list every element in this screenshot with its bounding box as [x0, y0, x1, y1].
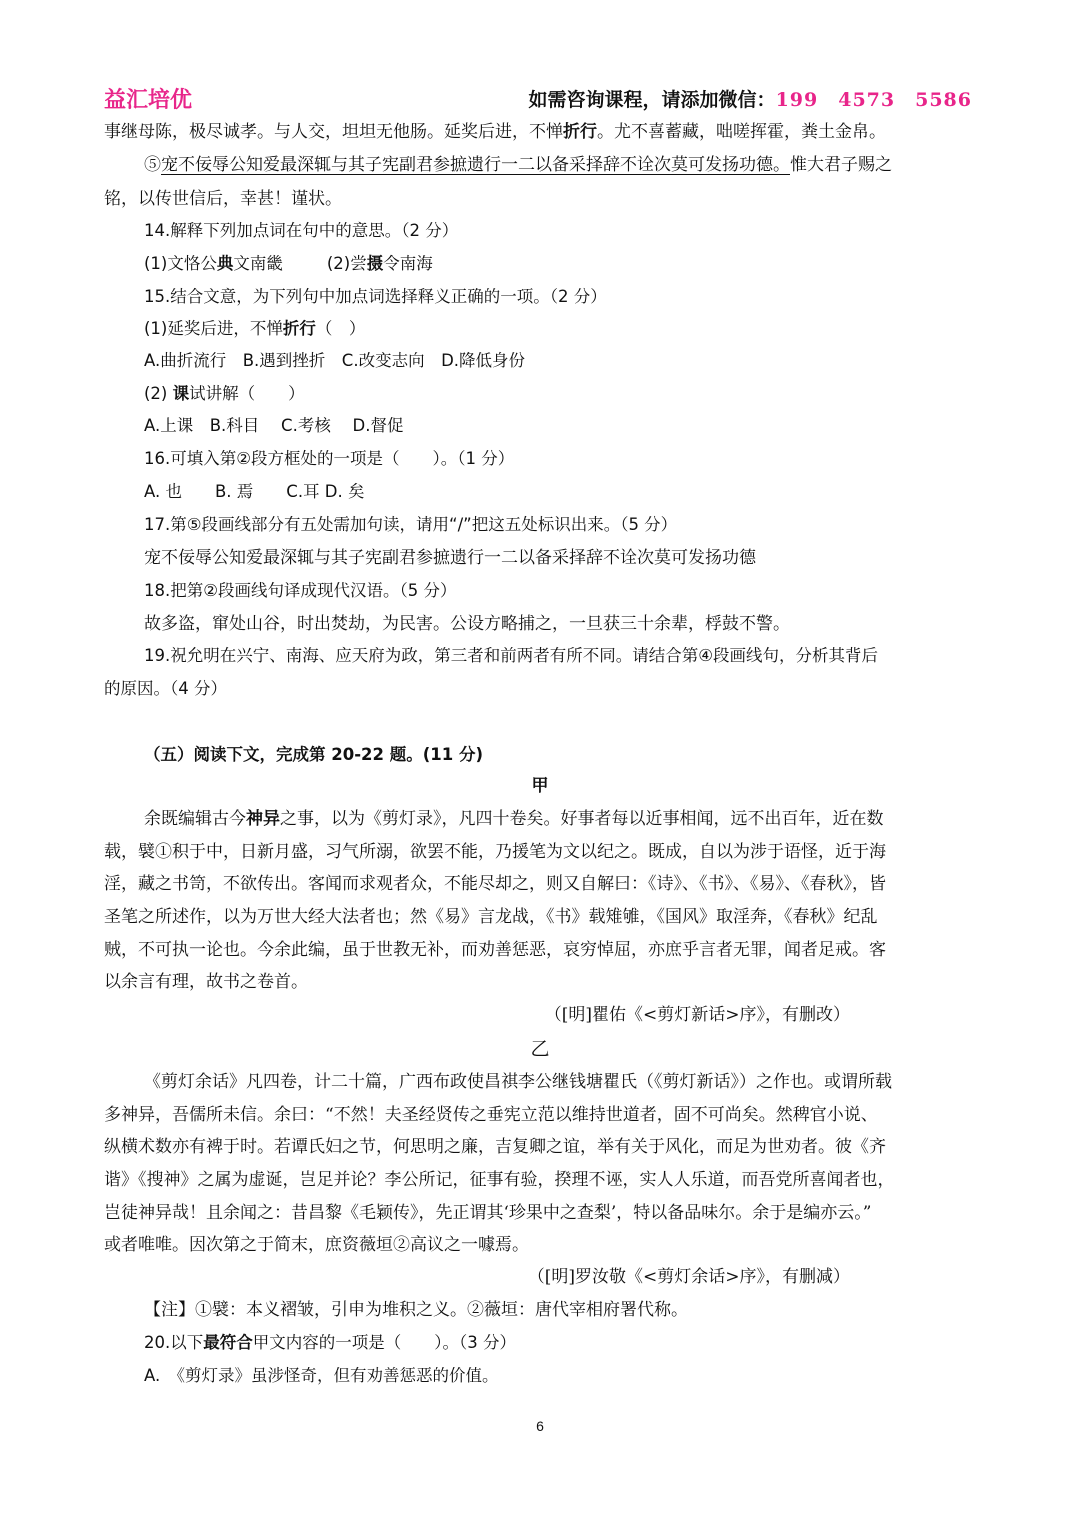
- question-15-1-options: A.曲折流行 B.遇到挫折 C.改变志向 D.降低身份: [144, 351, 526, 370]
- contact-info: [529, 85, 972, 112]
- question-15: 15.结合文意，为下列句中加点词选择释义正确的一项。（2 分）: [144, 287, 607, 306]
- dotted-word: 折行: [282, 319, 316, 338]
- passage-yi-line: 《剪灯余话》凡四卷，计二十篇，广西布政使昌祺李公继钱塘瞿氏（《剪灯新话》）之作也。或谓所载: [144, 1072, 892, 1092]
- passage-jia-line: 圣笔之所述作，以为万世大经大法者也；然《易》言龙战，《书》载雉雊，《国风》取淫奔，《春秋》纪乱: [104, 907, 878, 927]
- question-18: 18.把第②段画线句译成现代汉语。（5 分）: [144, 581, 457, 600]
- text-span: 20.以下: [144, 1333, 204, 1352]
- question-14: 14.解释下列加点词在句中的意思。（2 分）: [144, 221, 459, 240]
- question-15-1: [144, 314, 980, 344]
- text-span: （ ）: [315, 319, 366, 338]
- question-16: 16.可填入第②段方框处的一项是（ ）。（1 分）: [144, 449, 515, 468]
- text-span: (1)延奖后进，不惮: [144, 319, 283, 338]
- question-20-option-a: A. 《剪灯录》虽涉怪奇，但有劝善惩恶的价值。: [144, 1366, 499, 1385]
- passage-jia-heading: 甲: [531, 776, 549, 796]
- passage-yi-heading: 乙: [530, 1038, 550, 1060]
- brand-name: 益汇培优: [104, 86, 193, 113]
- question-18-text: 故多盗，窜处山谷，时出焚劫，为民害。公设方略捕之，一旦获三十余辈，桴鼓不警。: [144, 614, 790, 634]
- question-15-2: [144, 379, 980, 409]
- passage-yi-line: 纵横术数亦有裨于时。若谭氏妇之节，何思明之廉，吉复卿之谊，举有关于风化，而足为世劝者。彼《齐: [104, 1137, 886, 1157]
- dotted-word: 折行: [563, 122, 597, 142]
- emphasis-word: 最符合: [203, 1333, 253, 1352]
- text-span: (2)尝: [326, 254, 367, 273]
- text-span: 惟大君子赐之: [790, 155, 892, 175]
- contact-phone: 199 4573 5586: [775, 88, 972, 111]
- text-span: 文南畿: [233, 254, 283, 273]
- passage-line: 铭，以传世信后，幸甚！谨状。: [104, 189, 342, 209]
- question-17: 17.第⑤段画线部分有五处需加句读，请用“/”把这五处标识出来。（5 分）: [144, 515, 678, 534]
- question-16-options: A. 也 B. 焉 C.耳 D. 矣: [144, 482, 365, 501]
- paragraph-number: ⑤: [144, 155, 161, 175]
- passage-jia-source: （[明]瞿佑《<剪灯新话>序》，有删改）: [544, 1005, 850, 1025]
- dotted-word: 神异: [246, 809, 280, 829]
- passage-jia-line: 以余言有理，故书之卷首。: [104, 972, 308, 992]
- question-17-text: 宠不佞辱公知爱最深辄与其子宪副君参摭遗行一二以备采择辞不诠次莫可发扬功德: [144, 548, 756, 568]
- text-span: 令南海: [383, 254, 433, 273]
- question-15-2-options: A.上课 B.科目 C.考核 D.督促: [144, 416, 404, 435]
- passage-line: [104, 117, 980, 147]
- text-span: (1)文恪公: [144, 254, 217, 273]
- text-span: 之事，以为《剪灯录》，凡四十卷矣。好事者每以近事相闻，远不出百年，近在数: [280, 809, 884, 829]
- text-span: 余既编辑古今: [144, 809, 246, 829]
- question-20: [144, 1328, 980, 1358]
- underlined-sentence: 宠不佞辱公知爱最深辄与其子宪副君参摭遗行一二以备采择辞不诠次莫可发扬功德。: [161, 155, 790, 175]
- passage-jia-line: 贼，不可执一论也。今余此编，虽于世教无补，而劝善惩恶，哀穷悼屈，亦庶乎言者无罪，闻者足戒。客: [104, 940, 886, 960]
- annotation-note: 【注】①襞：本义褶皱，引申为堆积之义。②薇垣：唐代宰相府署代称。: [144, 1300, 688, 1320]
- section-title: （五）阅读下文，完成第 20-22 题。(11 分): [144, 745, 484, 764]
- passage-jia-line: [144, 804, 980, 834]
- dotted-word: 摄: [366, 254, 384, 273]
- paragraph-5: [144, 150, 980, 180]
- dotted-word: 典: [216, 254, 234, 273]
- passage-yi-line: 多神异，吾儒所未信。余曰：“不然！夫圣经贤传之垂宪立范以维持世道者，固不可尚矣。然稗官小说、: [104, 1105, 878, 1125]
- question-14-items: [144, 249, 980, 279]
- passage-yi-source: （[明]罗汝敬《<剪灯余话>序》，有删减）: [527, 1267, 850, 1287]
- passage-jia-line: 载，襞①积于中，日新月盛，习气所溺，欲罢不能，乃援笔为文以纪之。既成，自以为涉于语怪，近于海: [104, 842, 886, 862]
- text-span: 。尤不喜蓄藏，咄嗟挥霍，粪土金帛。: [597, 122, 886, 142]
- passage-yi-line: 谐》《搜神》之属为虚诞，岂足并论？李公所记，征事有验，揆理不诬，实人人乐道，而吾党所喜闻者也，: [104, 1170, 895, 1190]
- text-span: 事继母陈，极尽诚孝。与人交，坦坦无他肠。延奖后进，不惮: [104, 122, 563, 142]
- dotted-word: 课: [172, 384, 190, 403]
- text-span: 甲文内容的一项是（ ）。（3 分）: [252, 1333, 516, 1352]
- question-19-cont: 的原因。（4 分）: [104, 679, 227, 698]
- text-span: (2): [144, 384, 173, 403]
- page-header: [104, 80, 972, 116]
- contact-label: 如需咨询课程，请添加微信：: [528, 88, 776, 111]
- passage-yi-line: 岂徒神异哉！且余闻之：昔昌黎《毛颖传》，先正谓其‘珍果中之查梨’，特以备品味尔。余于是编亦云。”: [104, 1203, 872, 1223]
- text-span: 试讲解（ ）: [189, 384, 305, 403]
- passage-yi-line: 或者唯唯。因次第之于简末，庶资薇垣②高议之一噱焉。: [104, 1235, 529, 1255]
- passage-jia-line: 淫，藏之书笥，不欲传出。客闻而求观者众，不能尽却之，则又自解曰：《诗》、《书》、《易》、《春秋》，皆: [104, 874, 886, 894]
- question-19: 19.祝允明在兴宁、南海、应天府为政，第三者和前两者有所不同。请结合第④段画线句，分析其背后: [144, 646, 879, 665]
- page-number: 6: [536, 1418, 544, 1434]
